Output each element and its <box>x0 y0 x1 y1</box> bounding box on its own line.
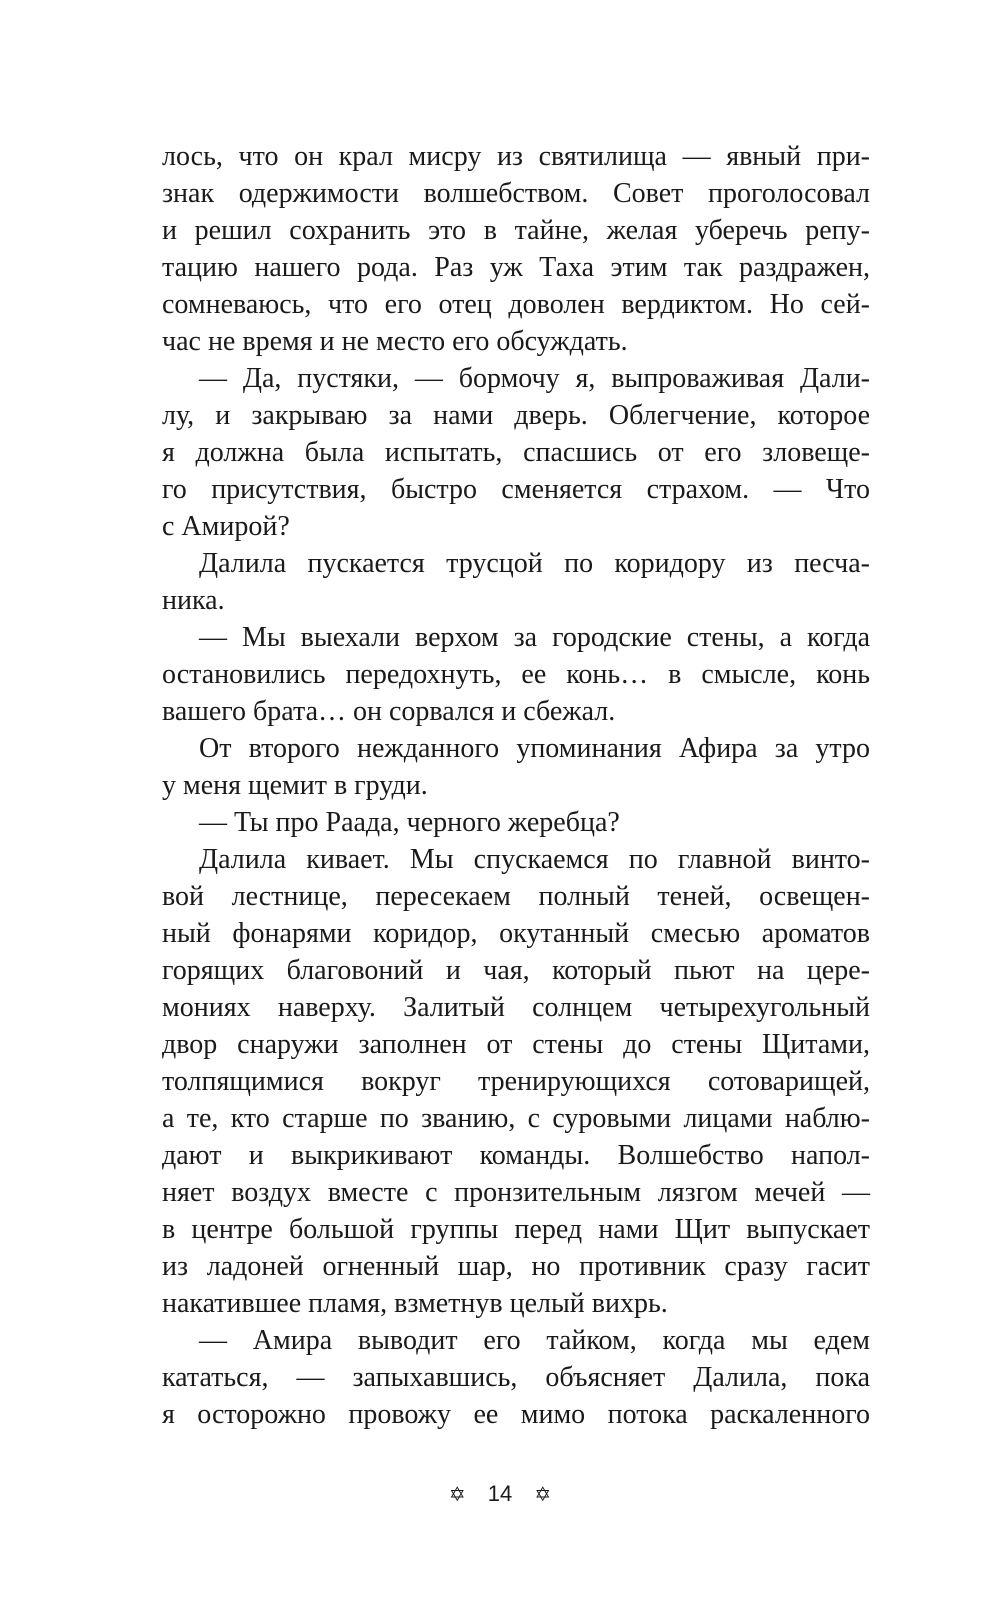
text-line: От второго нежданного упоминания Афира за утро <box>199 733 870 764</box>
text-line: го присутствия, быстро сменяется страхом. — Что <box>162 474 870 505</box>
text-line: няет воздух вместе с пронзительным лязгом мечей — <box>162 1177 870 1208</box>
text-line: и решил сохранить это в тайне, желая уберечь репу- <box>162 215 870 246</box>
text-line: накатившее пламя, взметнув целый вихрь. <box>162 1288 668 1319</box>
text-line: — Мы выехали верхом за городские стены, а когда <box>199 622 870 653</box>
text-line: — Амира выводит его тайком, когда мы едем <box>199 1325 870 1356</box>
text-line: дают и выкрикивают команды. Волшебство напол- <box>162 1140 870 1171</box>
text-line: горящих благовоний и чая, который пьют на цере- <box>162 955 870 986</box>
text-line: ный фонарями коридор, окутанный смесью ароматов <box>162 918 870 949</box>
page-footer <box>0 1480 1000 1507</box>
star-ornament-icon: ✡ <box>534 1483 552 1506</box>
text-line: я должна была испытать, спасшись от его зловеще- <box>162 437 870 468</box>
text-line: вой лестнице, пересекаем полный теней, освещен- <box>162 881 870 912</box>
text-line: двор снаружи заполнен от стены до стены Щитами, <box>162 1029 870 1060</box>
text-line: у меня щемит в груди. <box>162 770 428 801</box>
text-line: Далила пускается трусцой по коридору из песча- <box>199 548 870 579</box>
text-line: лось, что он крал мисру из святилища — явный при- <box>162 141 870 172</box>
text-line: а те, кто старше по званию, с суровыми лицами наблю- <box>162 1103 870 1134</box>
text-line: вашего брата… он сорвался и сбежал. <box>162 696 616 727</box>
text-line: в центре большой группы перед нами Щит выпускает <box>162 1214 870 1245</box>
text-line: ника. <box>162 585 225 616</box>
text-line: из ладоней огненный шар, но противник сразу гасит <box>162 1251 870 1282</box>
text-line: — Ты про Раада, черного жеребца? <box>199 807 620 838</box>
text-line: Далила кивает. Мы спускаемся по главной винто- <box>199 844 870 875</box>
text-line: кататься, — запыхавшись, объясняет Далила, пока <box>162 1362 870 1393</box>
text-line: остановились передохнуть, ее конь… в смысле, конь <box>162 659 870 690</box>
star-ornament-icon: ✡ <box>448 1483 466 1506</box>
text-line: мониях наверху. Залитый солнцем четырехугольный <box>162 992 870 1023</box>
text-line: сомневаюсь, что его отец доволен вердиктом. Но сей- <box>162 289 870 320</box>
text-line: я осторожно провожу ее мимо потока раскаленного <box>162 1399 870 1430</box>
body-text <box>162 138 870 1433</box>
text-line: толпящимися вокруг тренирующихся сотоварищей, <box>162 1066 870 1097</box>
text-line: тацию нашего рода. Раз уж Таха этим так раздражен, <box>162 252 870 283</box>
text-line: лу, и закрываю за нами дверь. Облегчение, которое <box>162 400 870 431</box>
page-number: 14 <box>487 1481 513 1507</box>
text-line: — Да, пустяки, — бормочу я, выпроваживая Дали- <box>199 363 870 394</box>
text-line: час не время и не место его обсуждать. <box>162 326 628 357</box>
text-line: с Амирой? <box>162 511 290 542</box>
text-line: знак одержимости волшебством. Совет проголосовал <box>162 178 870 209</box>
